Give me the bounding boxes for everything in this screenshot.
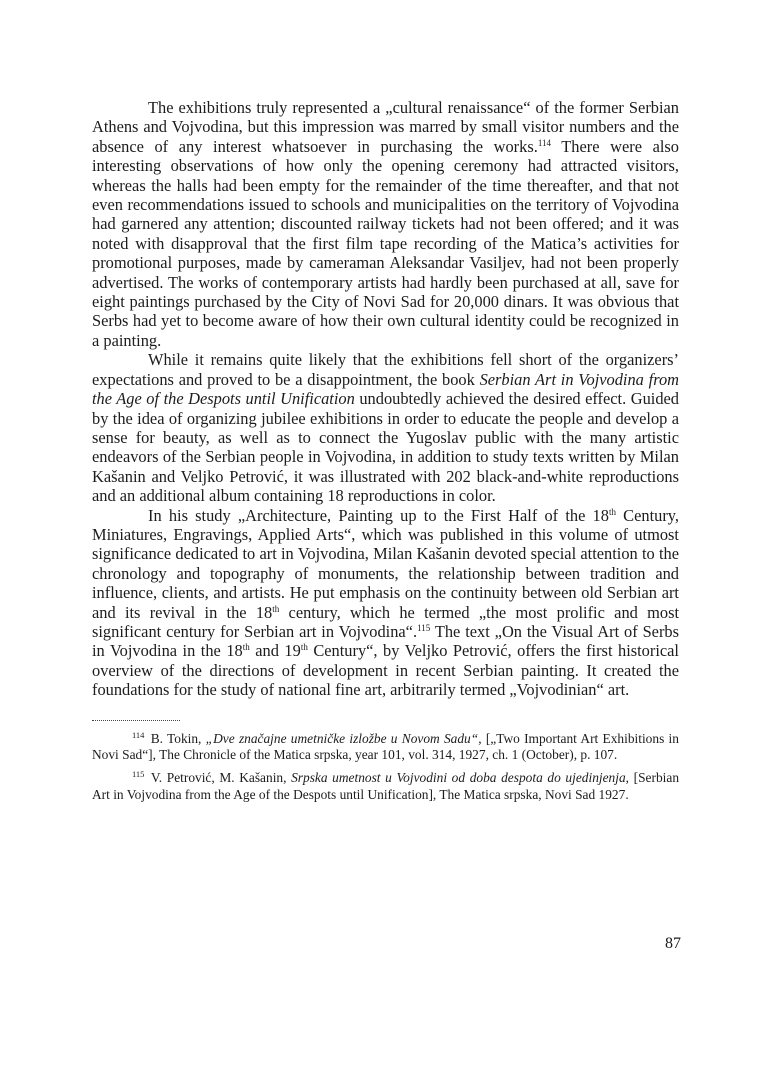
paragraph [92, 350, 679, 505]
superscript-reference: th [272, 603, 280, 614]
text-run: undoubtedly achieved the desired effect. Guided by the idea of organizing jubilee exhibitions in order to educate the people and develop a sense for beauty, as well as to connect the Yugoslav public with the many artistic endeavors of the Serbian people in Vojvodina, in addition to study texts written by Milan Kašanin and Veljko Petrović, it was illustrated with 202 black-and-white reproductions and an additional album containing 18 reproductions in color. [92, 389, 679, 506]
italic-text: Srpska umetnost u Vojvodini od doba despota do ujedinjenja [291, 770, 626, 786]
footnote [92, 770, 679, 804]
text-run: The exhibitions truly represented a „cultural renaissance“ of the former Serbian Athens and Vojvodina, but this impression was marred by small visitor numbers and the absence of any interest whatsoever in purchasing the works. [92, 98, 679, 156]
italic-text: „Dve značajne umetničke izložbe u Novom Sadu“ [205, 730, 479, 746]
text-run: , [Serbian Art in Vojvodina from the Age of the Despots until Unification], The Matica srpska, Novi Sad 1927. [92, 770, 680, 802]
text-run: B. Tokin, [150, 730, 206, 746]
superscript-reference: th [608, 506, 616, 517]
text-run: Century, Miniatures, Engravings, Applied Arts“, which was published in this volume of utmost significance dedicated to art in Vojvodina, Milan Kašanin devoted special attention to the chronology and topography of monuments, the relationship between tradition and influence, clients, and artists. He put emphasis on the continuity between old Serbian art and its revival in the 18 [92, 505, 679, 622]
footnote [92, 731, 679, 765]
text-run: There were also interesting observations of how only the opening ceremony had attracted visitors, whereas the halls had been empty for the remainder of the time thereafter, and that not even recommendations issued to schools and municipalities on the territory of Vojvodina had garnered any attention; discounted railway tickets had not been offered; and it was noted with disapproval that the first film tape recording of the Matica’s activities for promotional purposes, made by cameraman Aleksandar Vasiljev, had not been properly advertised. The works of contemporary artists had hardly been purchased at all, save for eight paintings purchased by the City of Novi Sad for 20,000 dinars. It was obvious that Serbs had yet to become aware of how their own cultural identity could be recognized in a painting. [92, 136, 679, 350]
text-run: In his study „Architecture, Painting up to the First Half of the 18 [148, 505, 609, 525]
text-run: and 19 [249, 641, 301, 661]
text-run: V. Petrović, M. Kašanin, [150, 770, 292, 786]
page-number: 87 [665, 935, 681, 952]
text-run: Century“, by Veljko Petrović, offers the first historical overview of the directions of development in recent Serbian painting. It created the foundations for the study of national fine art, arbitrarily termed „Vojvodinian“ art. [92, 641, 679, 700]
superscript-reference: 114 [537, 137, 551, 148]
page-body [92, 98, 679, 810]
footnote-separator [92, 720, 180, 721]
footnote-number: 114 [132, 729, 145, 740]
footnotes [92, 731, 679, 804]
paragraph [92, 98, 679, 350]
superscript-reference: 115 [417, 622, 431, 633]
text-run: While it remains quite likely that the exhibitions fell short of the organizers’ expectations and proved to be a disappointment, the book [92, 350, 679, 389]
superscript-reference: th [300, 642, 308, 653]
italic-text: Serbian Art in Vojvodina from the Age of the Despots until Unification [92, 369, 679, 409]
paragraph [92, 506, 679, 700]
body-text [92, 98, 679, 700]
superscript-reference: th [242, 642, 250, 653]
footnote-number: 115 [132, 769, 145, 780]
text-run: , [„Two Important Art Exhibitions in Novi Sad“], The Chronicle of the Matica srpska, year 101, vol. 314, 1927, ch. 1 (October), p. 107. [92, 730, 679, 763]
text-run: The text „On the Visual Art of Serbs in Vojvodina in the 18 [92, 621, 679, 661]
text-run: century, which he termed „the most prolific and most significant century for Serbian art in Vojvodina“. [92, 602, 679, 641]
